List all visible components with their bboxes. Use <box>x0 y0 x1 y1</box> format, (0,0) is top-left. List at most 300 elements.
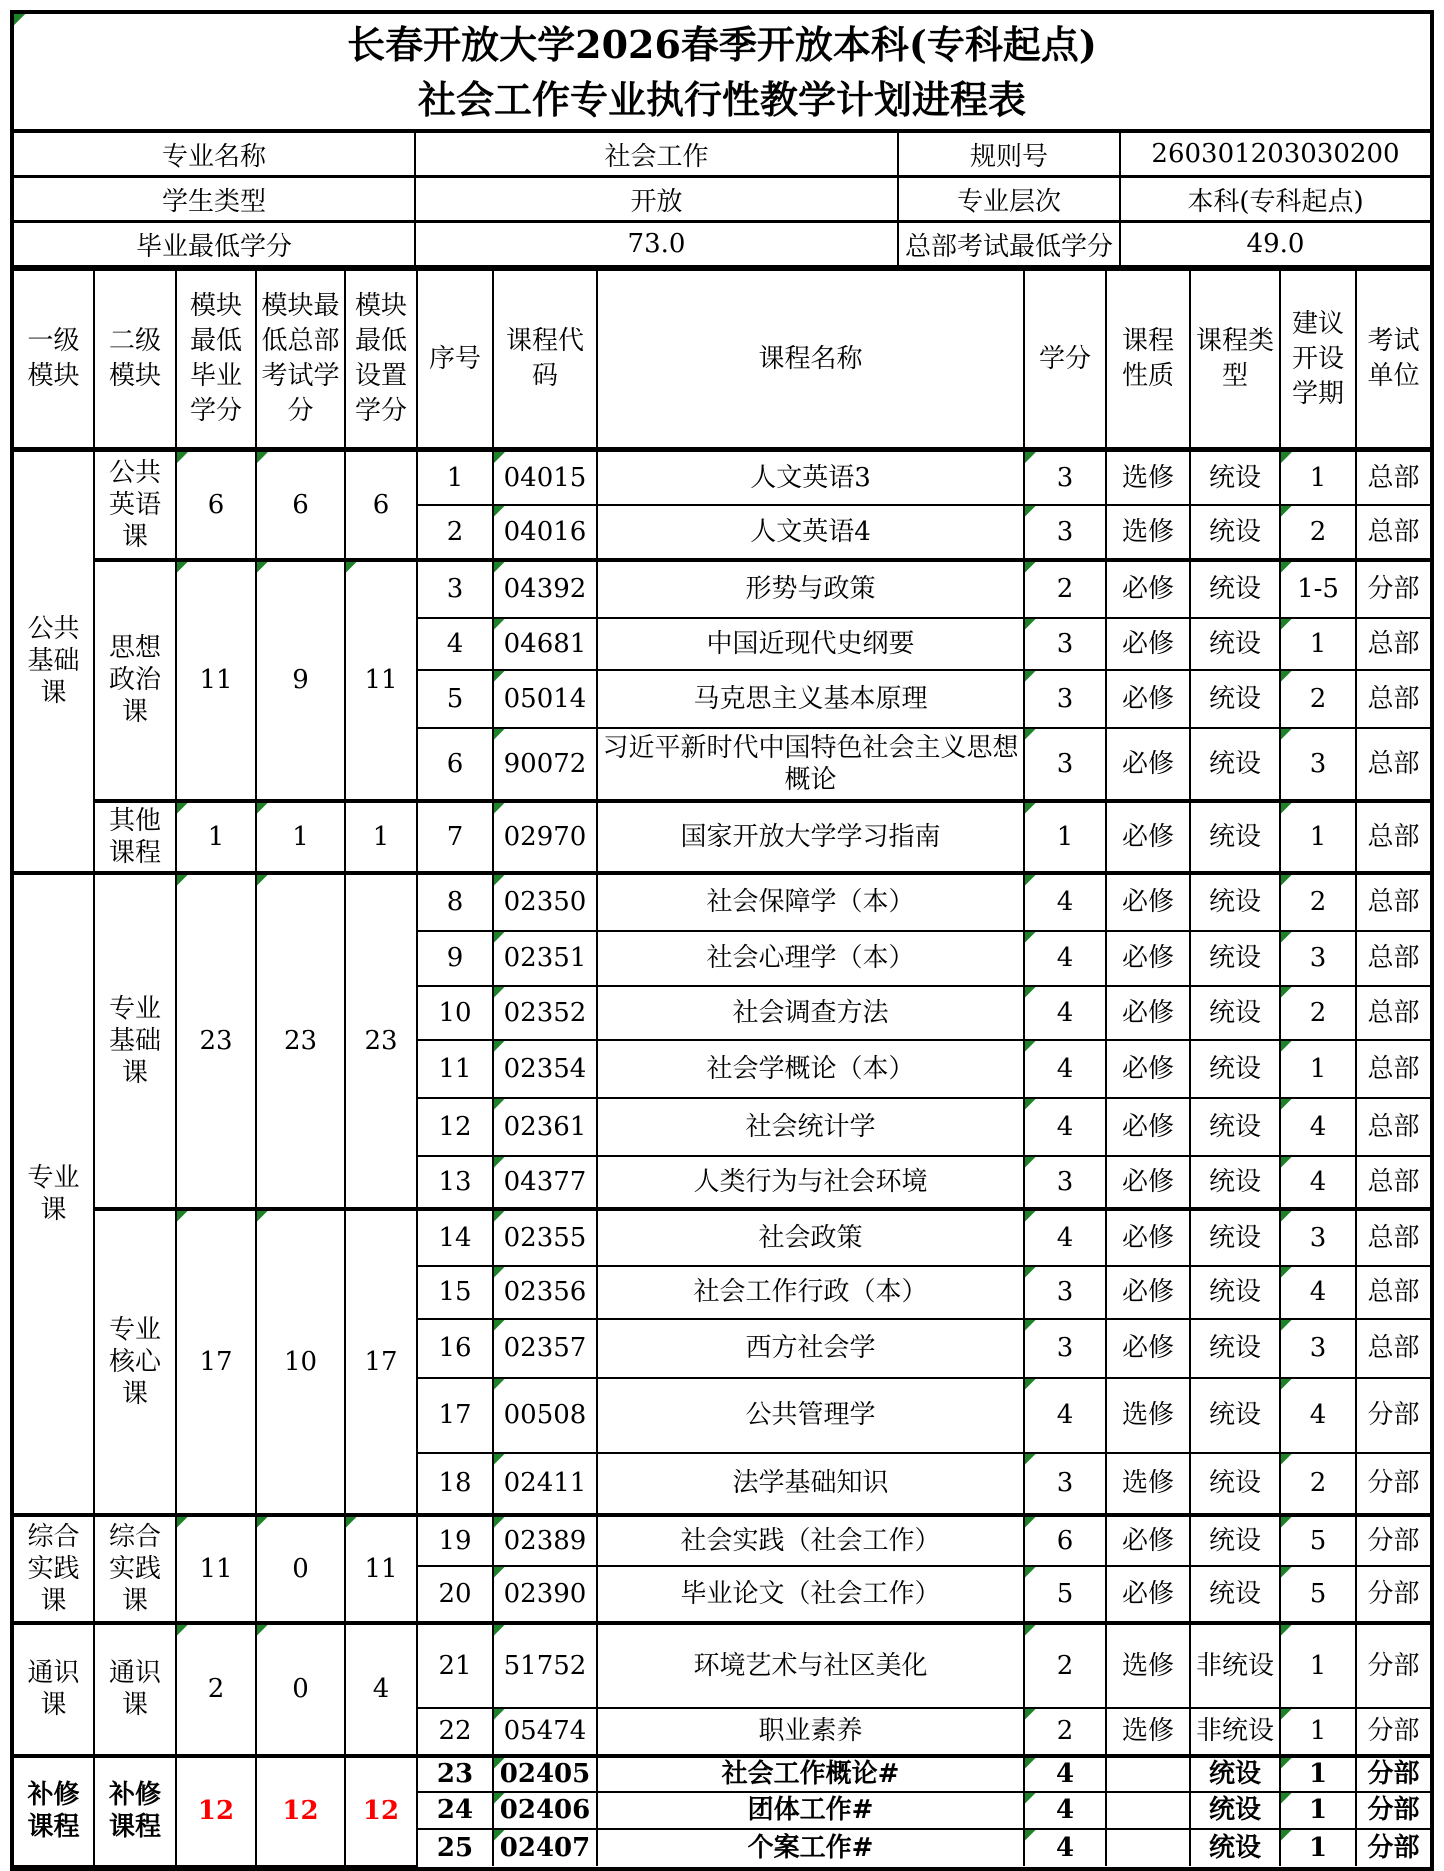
module-min-hq-exam-credits-cell: 10 <box>256 1209 345 1515</box>
course-type-cell: 统设 <box>1190 1829 1280 1866</box>
module-min-graduation-credits-cell: 1 <box>176 801 256 873</box>
exam-unit-cell: 分部 <box>1356 1515 1430 1566</box>
title-line-1: 长春开放大学2026春季开放本科(专科起点) <box>347 22 1097 67</box>
course-nature-cell: 必修 <box>1106 1266 1190 1319</box>
info-value-min-hq-exam-credits: 49.0 <box>1120 222 1430 267</box>
seq-cell: 12 <box>417 1098 493 1156</box>
exam-unit-cell: 总部 <box>1356 1156 1430 1209</box>
flag-triangle-icon <box>1025 1758 1036 1769</box>
module-min-setting-credits-cell: 17 <box>345 1209 417 1515</box>
suggested-term-cell: 1 <box>1280 450 1356 505</box>
suggested-term-cell: 2 <box>1280 1453 1356 1515</box>
level2-module-cell: 思想政治课 <box>94 560 176 801</box>
level2-module-cell: 其他课程 <box>94 801 176 873</box>
level2-module-cell: 专业核心课 <box>94 1209 176 1515</box>
flag-triangle-icon <box>1281 1793 1292 1804</box>
exam-unit-cell: 分部 <box>1356 560 1430 618</box>
credit-value-cell: 2 <box>1024 1708 1106 1756</box>
course-type-cell: 统设 <box>1190 1156 1280 1209</box>
flag-triangle-icon <box>1025 506 1036 517</box>
seq-cell: 7 <box>417 801 493 873</box>
course-code-cell: 05474 <box>493 1708 597 1756</box>
info-label-min-graduation-credits: 毕业最低学分 <box>14 222 415 267</box>
course-nature-cell: 必修 <box>1106 1566 1190 1623</box>
info-row <box>14 222 1430 267</box>
suggested-term-cell: 1-5 <box>1280 560 1356 618</box>
course-code-cell: 02351 <box>493 931 597 986</box>
column-header-cell: 二级模块 <box>94 269 176 450</box>
course-name-cell: 社会学概论（本） <box>597 1040 1024 1098</box>
course-nature-cell <box>1106 1756 1190 1792</box>
suggested-term-cell: 4 <box>1280 1156 1356 1209</box>
credit-value-cell: 2 <box>1024 560 1106 618</box>
flag-triangle-icon <box>494 1625 505 1636</box>
flag-triangle-icon <box>177 452 188 463</box>
course-type-cell: 统设 <box>1190 618 1280 670</box>
flag-triangle-icon <box>1281 1709 1292 1720</box>
course-code-cell: 02407 <box>493 1829 597 1866</box>
info-row <box>14 177 1430 222</box>
flag-triangle-icon <box>1025 1211 1036 1222</box>
exam-unit-cell: 总部 <box>1356 728 1430 801</box>
seq-cell: 16 <box>417 1319 493 1378</box>
flag-triangle-icon <box>257 803 268 814</box>
suggested-term-cell: 3 <box>1280 1319 1356 1378</box>
suggested-term-cell: 4 <box>1280 1266 1356 1319</box>
credit-value-cell: 1 <box>1024 801 1106 873</box>
flag-triangle-icon <box>1025 619 1036 630</box>
info-label-major: 专业名称 <box>14 133 415 177</box>
seq-cell: 19 <box>417 1515 493 1566</box>
suggested-term-cell: 1 <box>1280 1040 1356 1098</box>
flag-triangle-icon <box>1281 932 1292 943</box>
seq-cell: 20 <box>417 1566 493 1623</box>
seq-cell: 13 <box>417 1156 493 1209</box>
level1-module-cell: 公共基础课 <box>14 450 94 873</box>
info-value-student-type: 开放 <box>415 177 898 222</box>
course-code-cell: 04681 <box>493 618 597 670</box>
credit-value-cell: 3 <box>1024 618 1106 670</box>
course-type-cell: 统设 <box>1190 670 1280 728</box>
module-min-setting-credits-cell: 12 <box>345 1756 417 1866</box>
exam-unit-cell: 总部 <box>1356 670 1430 728</box>
level2-module-cell: 公共英语课 <box>94 450 176 560</box>
course-code-cell: 02361 <box>493 1098 597 1156</box>
course-name-cell: 社会心理学（本） <box>597 931 1024 986</box>
exam-unit-cell: 总部 <box>1356 986 1430 1040</box>
seq-cell: 9 <box>417 931 493 986</box>
module-min-hq-exam-credits-cell: 0 <box>256 1515 345 1623</box>
course-nature-cell <box>1106 1829 1190 1866</box>
course-type-cell: 统设 <box>1190 1378 1280 1453</box>
flag-triangle-icon <box>494 1041 505 1052</box>
seq-cell: 1 <box>417 450 493 505</box>
module-min-graduation-credits-cell: 2 <box>176 1623 256 1756</box>
module-min-setting-credits-cell: 11 <box>345 560 417 801</box>
course-name-cell: 形势与政策 <box>597 560 1024 618</box>
flag-triangle-icon <box>1281 1099 1292 1110</box>
flag-triangle-icon <box>494 875 505 886</box>
suggested-term-cell: 5 <box>1280 1515 1356 1566</box>
seq-cell: 22 <box>417 1708 493 1756</box>
course-nature-cell: 必修 <box>1106 728 1190 801</box>
exam-unit-cell: 总部 <box>1356 1040 1430 1098</box>
course-nature-cell: 选修 <box>1106 1378 1190 1453</box>
course-code-cell: 02390 <box>493 1566 597 1623</box>
credit-value-cell: 3 <box>1024 505 1106 560</box>
credit-value-cell: 4 <box>1024 931 1106 986</box>
flag-triangle-icon <box>1025 729 1036 740</box>
suggested-term-cell: 2 <box>1280 986 1356 1040</box>
flag-triangle-icon <box>1025 1320 1036 1331</box>
course-name-cell: 习近平新时代中国特色社会主义思想概论 <box>597 728 1024 801</box>
seq-cell: 2 <box>417 505 493 560</box>
flag-triangle-icon <box>494 1320 505 1331</box>
seq-cell: 18 <box>417 1453 493 1515</box>
course-type-cell: 统设 <box>1190 450 1280 505</box>
course-name-cell: 社会统计学 <box>597 1098 1024 1156</box>
flag-triangle-icon <box>494 1379 505 1390</box>
column-header-cell: 一级模块 <box>14 269 94 450</box>
flag-triangle-icon <box>1281 562 1292 573</box>
flag-triangle-icon <box>494 1709 505 1720</box>
suggested-term-cell: 2 <box>1280 505 1356 560</box>
course-code-cell: 02389 <box>493 1515 597 1566</box>
suggested-term-cell: 5 <box>1280 1566 1356 1623</box>
flag-triangle-icon <box>1025 1379 1036 1390</box>
course-code-cell: 02406 <box>493 1792 597 1829</box>
seq-cell: 24 <box>417 1792 493 1829</box>
flag-triangle-icon <box>177 875 188 886</box>
course-nature-cell: 选修 <box>1106 505 1190 560</box>
flag-triangle-icon <box>494 1454 505 1465</box>
column-header-cell: 课程性质 <box>1106 269 1190 450</box>
course-code-cell: 02970 <box>493 801 597 873</box>
info-label-major-level: 专业层次 <box>898 177 1120 222</box>
module-min-setting-credits-cell: 23 <box>345 873 417 1209</box>
flag-triangle-icon <box>494 1211 505 1222</box>
credit-value-cell: 3 <box>1024 1319 1106 1378</box>
course-nature-cell: 选修 <box>1106 450 1190 505</box>
seq-cell: 6 <box>417 728 493 801</box>
flag-triangle-icon <box>1281 1830 1292 1841</box>
course-code-cell: 02357 <box>493 1319 597 1378</box>
course-type-cell: 统设 <box>1190 1098 1280 1156</box>
course-code-cell: 04377 <box>493 1156 597 1209</box>
course-code-cell: 90072 <box>493 728 597 801</box>
flag-triangle-icon <box>257 1625 268 1636</box>
course-name-cell: 公共管理学 <box>597 1378 1024 1453</box>
course-type-cell: 统设 <box>1190 873 1280 931</box>
course-nature-cell: 必修 <box>1106 1098 1190 1156</box>
flag-triangle-icon <box>1281 1379 1292 1390</box>
course-code-cell: 02355 <box>493 1209 597 1266</box>
credit-value-cell: 3 <box>1024 1453 1106 1515</box>
seq-cell: 10 <box>417 986 493 1040</box>
course-name-cell: 西方社会学 <box>597 1319 1024 1378</box>
module-min-graduation-credits-cell: 11 <box>176 560 256 801</box>
credit-value-cell: 4 <box>1024 1209 1106 1266</box>
plan-table <box>14 267 1430 1867</box>
course-nature-cell: 必修 <box>1106 1515 1190 1566</box>
suggested-term-cell: 4 <box>1280 1378 1356 1453</box>
course-code-cell: 02354 <box>493 1040 597 1098</box>
course-type-cell: 统设 <box>1190 560 1280 618</box>
info-value-rule-number: 260301203030200 <box>1120 133 1430 177</box>
course-row <box>14 560 1430 618</box>
course-nature-cell: 必修 <box>1106 873 1190 931</box>
column-header-cell: 模块最低设置学分 <box>345 269 417 450</box>
flag-triangle-icon <box>1281 1157 1292 1168</box>
flag-triangle-icon <box>346 1517 357 1528</box>
flag-triangle-icon <box>257 1211 268 1222</box>
course-type-cell: 统设 <box>1190 1453 1280 1515</box>
column-header-cell: 学分 <box>1024 269 1106 450</box>
course-name-cell: 社会工作概论# <box>597 1756 1024 1792</box>
suggested-term-cell: 1 <box>1280 1792 1356 1829</box>
course-nature-cell: 必修 <box>1106 618 1190 670</box>
flag-triangle-icon <box>494 1793 505 1804</box>
course-nature-cell: 选修 <box>1106 1623 1190 1708</box>
module-min-setting-credits-cell: 4 <box>345 1623 417 1756</box>
flag-triangle-icon <box>1025 1267 1036 1278</box>
flag-triangle-icon <box>177 1517 188 1528</box>
course-name-cell: 人文英语4 <box>597 505 1024 560</box>
course-name-cell: 社会保障学（本） <box>597 873 1024 931</box>
course-code-cell: 51752 <box>493 1623 597 1708</box>
course-name-cell: 中国近现代史纲要 <box>597 618 1024 670</box>
course-nature-cell: 必修 <box>1106 560 1190 618</box>
level1-module-cell: 专业课 <box>14 873 94 1515</box>
credit-value-cell: 4 <box>1024 873 1106 931</box>
module-min-hq-exam-credits-cell: 0 <box>256 1623 345 1756</box>
flag-triangle-icon <box>1281 803 1292 814</box>
flag-triangle-icon <box>1025 1793 1036 1804</box>
flag-triangle-icon <box>494 619 505 630</box>
seq-cell: 21 <box>417 1623 493 1708</box>
info-table <box>14 133 1430 267</box>
exam-unit-cell: 总部 <box>1356 801 1430 873</box>
course-type-cell: 统设 <box>1190 1756 1280 1792</box>
course-nature-cell: 必修 <box>1106 1040 1190 1098</box>
column-header-cell: 考试单位 <box>1356 269 1430 450</box>
flag-triangle-icon <box>1281 506 1292 517</box>
course-type-cell: 统设 <box>1190 801 1280 873</box>
column-header-cell: 课程代码 <box>493 269 597 450</box>
flag-triangle-icon <box>1281 1267 1292 1278</box>
column-header-cell: 课程类型 <box>1190 269 1280 450</box>
course-code-cell: 04015 <box>493 450 597 505</box>
course-code-cell: 02350 <box>493 873 597 931</box>
suggested-term-cell: 3 <box>1280 931 1356 986</box>
course-nature-cell: 选修 <box>1106 1453 1190 1515</box>
course-row <box>14 873 1430 931</box>
seq-cell: 4 <box>417 618 493 670</box>
credit-value-cell: 3 <box>1024 1156 1106 1209</box>
flag-triangle-icon <box>1281 1567 1292 1578</box>
level1-module-cell: 补修课程 <box>14 1756 94 1866</box>
course-name-cell: 人文英语3 <box>597 450 1024 505</box>
flag-triangle-icon <box>346 562 357 573</box>
suggested-term-cell: 4 <box>1280 1098 1356 1156</box>
course-name-cell: 环境艺术与社区美化 <box>597 1623 1024 1708</box>
flag-triangle-icon <box>494 987 505 998</box>
exam-unit-cell: 总部 <box>1356 450 1430 505</box>
course-row <box>14 1515 1430 1566</box>
course-code-cell: 02411 <box>493 1453 597 1515</box>
module-min-hq-exam-credits-cell: 23 <box>256 873 345 1209</box>
flag-triangle-icon <box>257 1517 268 1528</box>
module-min-graduation-credits-cell: 17 <box>176 1209 256 1515</box>
course-name-cell: 国家开放大学学习指南 <box>597 801 1024 873</box>
flag-triangle-icon <box>1281 1625 1292 1636</box>
credit-value-cell: 3 <box>1024 728 1106 801</box>
plan-header-row <box>14 269 1430 450</box>
course-type-cell: 统设 <box>1190 1792 1280 1829</box>
exam-unit-cell: 分部 <box>1356 1829 1430 1866</box>
flag-triangle-icon <box>1025 671 1036 682</box>
flag-triangle-icon <box>1025 1099 1036 1110</box>
info-label-student-type: 学生类型 <box>14 177 415 222</box>
credit-value-cell: 4 <box>1024 1829 1106 1866</box>
flag-triangle-icon <box>494 803 505 814</box>
flag-triangle-icon <box>1281 619 1292 630</box>
module-min-setting-credits-cell: 11 <box>345 1515 417 1623</box>
suggested-term-cell: 3 <box>1280 1209 1356 1266</box>
column-header-cell: 模块最低毕业学分 <box>176 269 256 450</box>
flag-triangle-icon <box>1025 1517 1036 1528</box>
exam-unit-cell: 总部 <box>1356 1209 1430 1266</box>
level2-module-cell: 专业基础课 <box>94 873 176 1209</box>
course-nature-cell: 必修 <box>1106 931 1190 986</box>
info-value-min-graduation-credits: 73.0 <box>415 222 898 267</box>
flag-triangle-icon <box>494 1567 505 1578</box>
flag-triangle-icon <box>257 452 268 463</box>
course-row <box>14 1756 1430 1792</box>
flag-triangle-icon <box>1281 1517 1292 1528</box>
column-header-cell: 课程名称 <box>597 269 1024 450</box>
column-header-cell: 建议开设学期 <box>1280 269 1356 450</box>
flag-triangle-icon <box>1281 1041 1292 1052</box>
seq-cell: 25 <box>417 1829 493 1866</box>
flag-triangle-icon <box>1025 562 1036 573</box>
seq-cell: 14 <box>417 1209 493 1266</box>
course-type-cell: 统设 <box>1190 728 1280 801</box>
flag-triangle-icon <box>494 562 505 573</box>
flag-triangle-icon <box>494 1517 505 1528</box>
course-name-cell: 社会实践（社会工作） <box>597 1515 1024 1566</box>
course-name-cell: 社会政策 <box>597 1209 1024 1266</box>
course-nature-cell: 必修 <box>1106 986 1190 1040</box>
exam-unit-cell: 分部 <box>1356 1566 1430 1623</box>
level1-module-cell: 综合实践课 <box>14 1515 94 1623</box>
course-row <box>14 1623 1430 1708</box>
title-line-2: 社会工作专业执行性教学计划进程表 <box>417 77 1026 122</box>
suggested-term-cell: 1 <box>1280 1829 1356 1866</box>
module-min-graduation-credits-cell: 6 <box>176 450 256 560</box>
flag-triangle-icon <box>1025 1567 1036 1578</box>
info-row <box>14 133 1430 177</box>
flag-triangle-icon <box>257 562 268 573</box>
course-nature-cell: 必修 <box>1106 1209 1190 1266</box>
flag-triangle-icon <box>1025 1157 1036 1168</box>
exam-unit-cell: 分部 <box>1356 1756 1430 1792</box>
flag-triangle-icon <box>1281 729 1292 740</box>
credit-value-cell: 4 <box>1024 1756 1106 1792</box>
flag-triangle-icon <box>1025 1454 1036 1465</box>
course-type-cell: 统设 <box>1190 1266 1280 1319</box>
exam-unit-cell: 分部 <box>1356 1378 1430 1453</box>
exam-unit-cell: 总部 <box>1356 1319 1430 1378</box>
level2-module-cell: 通识课 <box>94 1623 176 1756</box>
module-min-setting-credits-cell: 6 <box>345 450 417 560</box>
suggested-term-cell: 2 <box>1280 873 1356 931</box>
credit-value-cell: 4 <box>1024 986 1106 1040</box>
course-nature-cell: 必修 <box>1106 1319 1190 1378</box>
course-code-cell: 02405 <box>493 1756 597 1792</box>
exam-unit-cell: 分部 <box>1356 1708 1430 1756</box>
module-min-hq-exam-credits-cell: 12 <box>256 1756 345 1866</box>
flag-triangle-icon <box>177 562 188 573</box>
module-min-graduation-credits-cell: 23 <box>176 873 256 1209</box>
course-type-cell: 统设 <box>1190 1040 1280 1098</box>
course-code-cell: 02352 <box>493 986 597 1040</box>
exam-unit-cell: 总部 <box>1356 1098 1430 1156</box>
flag-triangle-icon <box>1025 932 1036 943</box>
flag-triangle-icon <box>1281 1320 1292 1331</box>
module-min-setting-credits-cell: 1 <box>345 801 417 873</box>
column-header-cell: 序号 <box>417 269 493 450</box>
course-type-cell: 非统设 <box>1190 1708 1280 1756</box>
level2-module-cell: 综合实践课 <box>94 1515 176 1623</box>
course-type-cell: 统设 <box>1190 1209 1280 1266</box>
course-nature-cell: 必修 <box>1106 670 1190 728</box>
flag-triangle-icon <box>494 1267 505 1278</box>
course-type-cell: 统设 <box>1190 505 1280 560</box>
course-name-cell: 职业素养 <box>597 1708 1024 1756</box>
flag-triangle-icon <box>494 1157 505 1168</box>
exam-unit-cell: 总部 <box>1356 931 1430 986</box>
credit-value-cell: 4 <box>1024 1378 1106 1453</box>
teaching-plan-sheet <box>10 10 1434 1871</box>
course-code-cell: 05014 <box>493 670 597 728</box>
course-name-cell: 团体工作# <box>597 1792 1024 1829</box>
suggested-term-cell: 1 <box>1280 1708 1356 1756</box>
course-type-cell: 统设 <box>1190 931 1280 986</box>
course-name-cell: 毕业论文（社会工作） <box>597 1566 1024 1623</box>
course-code-cell: 02356 <box>493 1266 597 1319</box>
flag-triangle-icon <box>1025 452 1036 463</box>
suggested-term-cell: 1 <box>1280 1623 1356 1708</box>
seq-cell: 23 <box>417 1756 493 1792</box>
flag-triangle-icon <box>494 671 505 682</box>
module-min-hq-exam-credits-cell: 1 <box>256 801 345 873</box>
course-name-cell: 人类行为与社会环境 <box>597 1156 1024 1209</box>
flag-triangle-icon <box>494 729 505 740</box>
suggested-term-cell: 1 <box>1280 1756 1356 1792</box>
flag-triangle-icon <box>1281 671 1292 682</box>
flag-triangle-icon <box>1025 1625 1036 1636</box>
exam-unit-cell: 分部 <box>1356 1453 1430 1515</box>
credit-value-cell: 5 <box>1024 1566 1106 1623</box>
course-code-cell: 00508 <box>493 1378 597 1453</box>
exam-unit-cell: 分部 <box>1356 1792 1430 1829</box>
course-code-cell: 04392 <box>493 560 597 618</box>
suggested-term-cell: 1 <box>1280 618 1356 670</box>
flag-triangle-icon <box>494 506 505 517</box>
credit-value-cell: 4 <box>1024 1792 1106 1829</box>
suggested-term-cell: 2 <box>1280 670 1356 728</box>
